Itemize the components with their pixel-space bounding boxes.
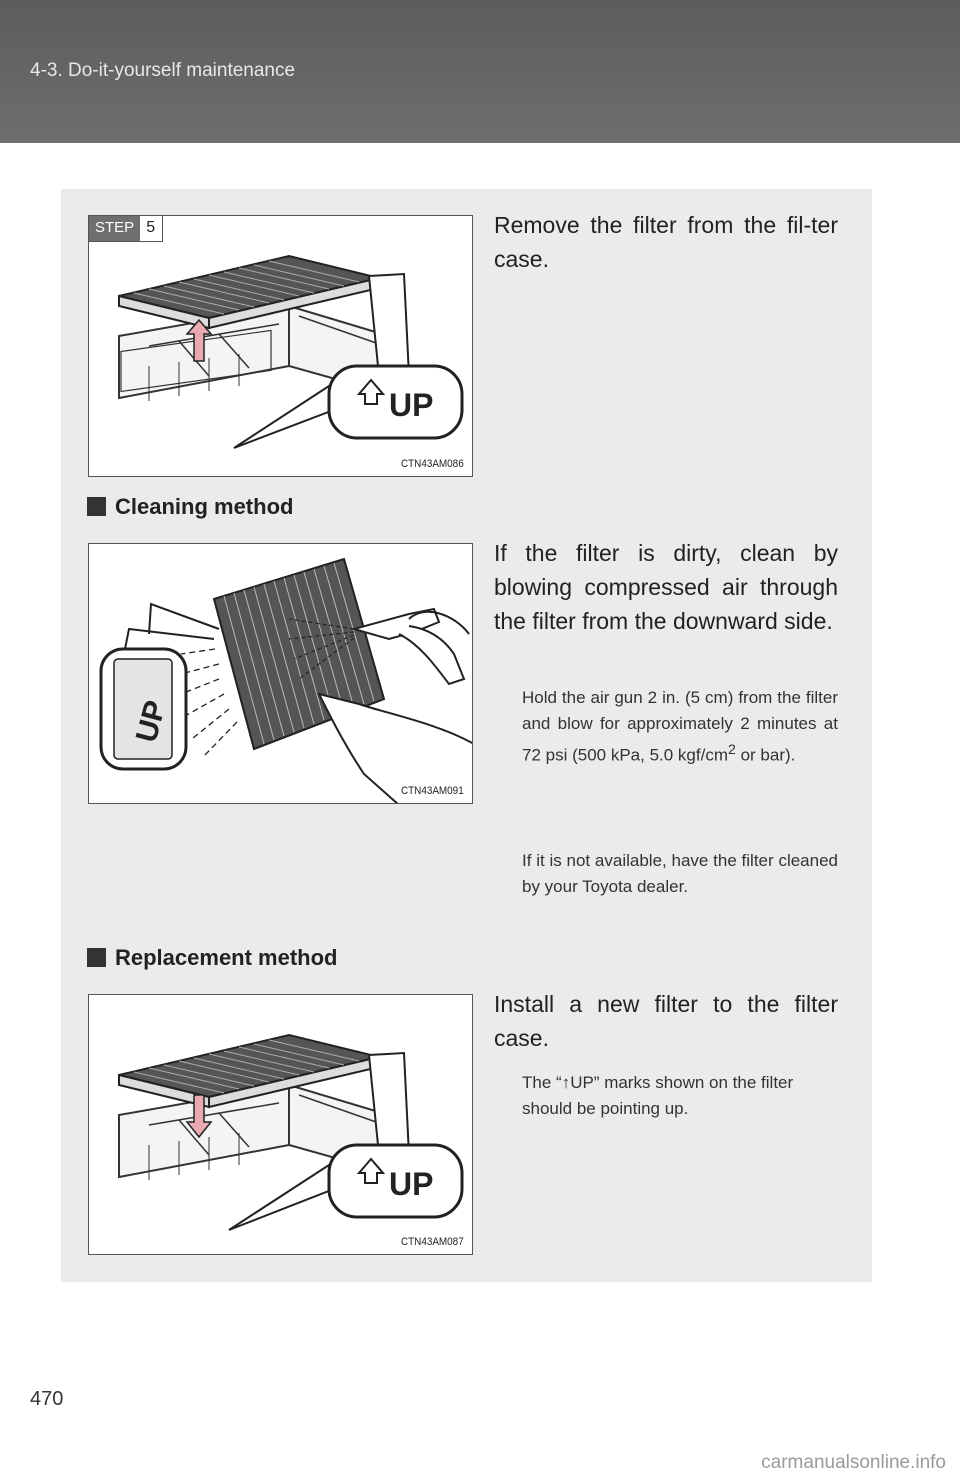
up-arrow-icon: ↑ (561, 1073, 571, 1092)
up-mark-text: UP (389, 1166, 434, 1202)
note-text: Hold the air gun 2 in. (5 cm) from the filter and blow for approximately 2 minutes at 72 psi (500 kPa, 5.0 kgf/cm (522, 688, 838, 765)
heading-bullet-icon (87, 948, 106, 967)
watermark: carmanualsonline.info (761, 1452, 946, 1473)
cleaning-method-heading (87, 494, 293, 520)
up-mark-rotated: UP (129, 697, 173, 746)
replacement-note (522, 1070, 838, 1122)
cleaning-instruction: If the filter is dirty, clean by blowing compressed air through the filter from the downward side. (494, 540, 838, 634)
heading-text: Cleaning method (115, 494, 294, 519)
figure-code: CTN43AM087 (401, 1236, 464, 1248)
note-text-end: UP” marks shown on the filter should be pointing up. (522, 1073, 794, 1118)
filter-removal-illustration (89, 216, 473, 477)
up-mark-text: UP (389, 387, 434, 423)
heading-text: Replacement method (115, 945, 338, 970)
cleaning-note-dealer: If it is not available, have the filter cleaned by your Toyota dealer. (522, 851, 838, 896)
figure-code: CTN43AM091 (401, 785, 464, 797)
figure-install-filter (88, 994, 473, 1255)
filter-install-illustration (89, 995, 473, 1255)
figure-remove-filter (88, 215, 473, 477)
note-text-end: or bar). (735, 745, 796, 765)
replacement-instruction: Install a new filter to the filter case. (494, 991, 838, 1051)
section-title: 4-3. Do-it-yourself maintenance (30, 60, 296, 81)
page-number: 470 (30, 1388, 64, 1410)
cleaning-note-pressure (522, 685, 838, 769)
air-gun-cleaning-illustration (89, 544, 473, 804)
step-label: STEP (89, 216, 140, 241)
superscript: 2 (728, 742, 736, 758)
figure-code: CTN43AM086 (401, 458, 464, 470)
step-instruction: Remove the filter from the fil-ter case. (494, 212, 838, 272)
page-header (0, 0, 960, 143)
step-number: 5 (140, 216, 162, 241)
note-text: The “ (522, 1073, 562, 1092)
step-badge (89, 216, 163, 242)
replacement-method-heading (87, 945, 338, 971)
heading-bullet-icon (87, 497, 106, 516)
figure-cleaning (88, 543, 473, 804)
